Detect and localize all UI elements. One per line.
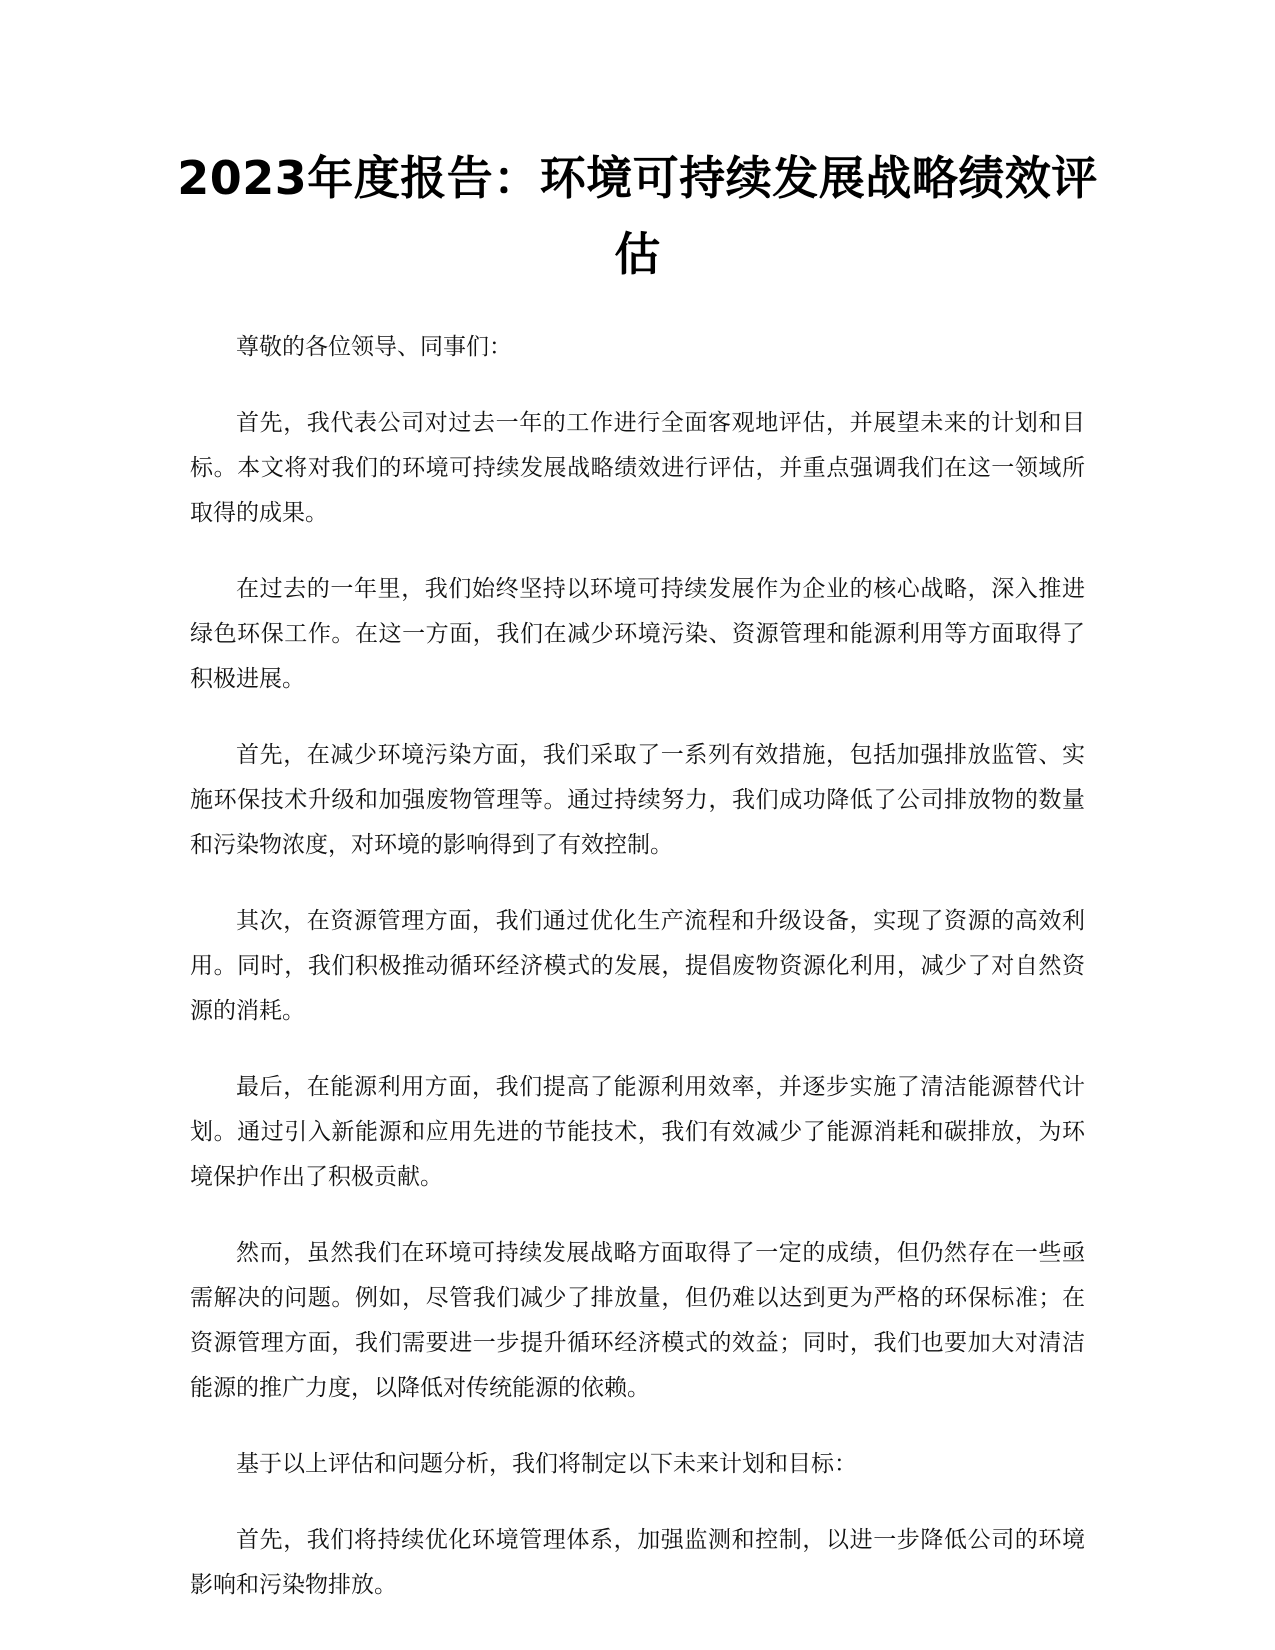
paragraph: 最后，在能源利用方面，我们提高了能源利用效率，并逐步实施了清洁能源替代计划。通过引入新能源和应用先进的节能技术，我们有效减少了能源消耗和碳排放，为环境保护作出了积极贡献。 [190,1074,1085,1190]
paragraph: 然而，虽然我们在环境可持续发展战略方面取得了一定的成绩，但仍然存在一些亟需解决的问题。例如，尽管我们减少了排放量，但仍难以达到更为严格的环保标准；在资源管理方面，我们需要进一步提升循环经济模式的效益；同时，我们也要加大对清洁能源的推广力度，以降低对传统能源的依赖。 [190,1240,1085,1401]
paragraph: 首先，我代表公司对过去一年的工作进行全面客观地评估，并展望未来的计划和目标。本文将对我们的环境可持续发展战略绩效进行评估，并重点强调我们在这一领域所取得的成果。 [190,410,1085,526]
paragraph-salutation: 尊敬的各位领导、同事们： [236,334,512,360]
paragraph: 首先，我们将持续优化环境管理体系，加强监测和控制，以进一步降低公司的环境影响和污染物排放。 [190,1527,1085,1598]
paragraph: 其次，在资源管理方面，我们通过优化生产流程和升级设备，实现了资源的高效利用。同时，我们积极推动循环经济模式的发展，提倡废物资源化利用，减少了对自然资源的消耗。 [190,908,1085,1024]
paragraph: 基于以上评估和问题分析，我们将制定以下未来计划和目标： [236,1451,857,1477]
document-title: 2023年度报告：环境可持续发展战略绩效评估 [177,151,1098,281]
paragraph: 在过去的一年里，我们始终坚持以环境可持续发展作为企业的核心战略，深入推进绿色环保工作。在这一方面，我们在减少环境污染、资源管理和能源利用等方面取得了积极进展。 [190,576,1085,692]
paragraph: 首先，在减少环境污染方面，我们采取了一系列有效措施，包括加强排放监管、实施环保技术升级和加强废物管理等。通过持续努力，我们成功降低了公司排放物的数量和污染物浓度，对环境的影响得到了有效控制。 [190,742,1085,858]
document-body [190,325,1085,1639]
